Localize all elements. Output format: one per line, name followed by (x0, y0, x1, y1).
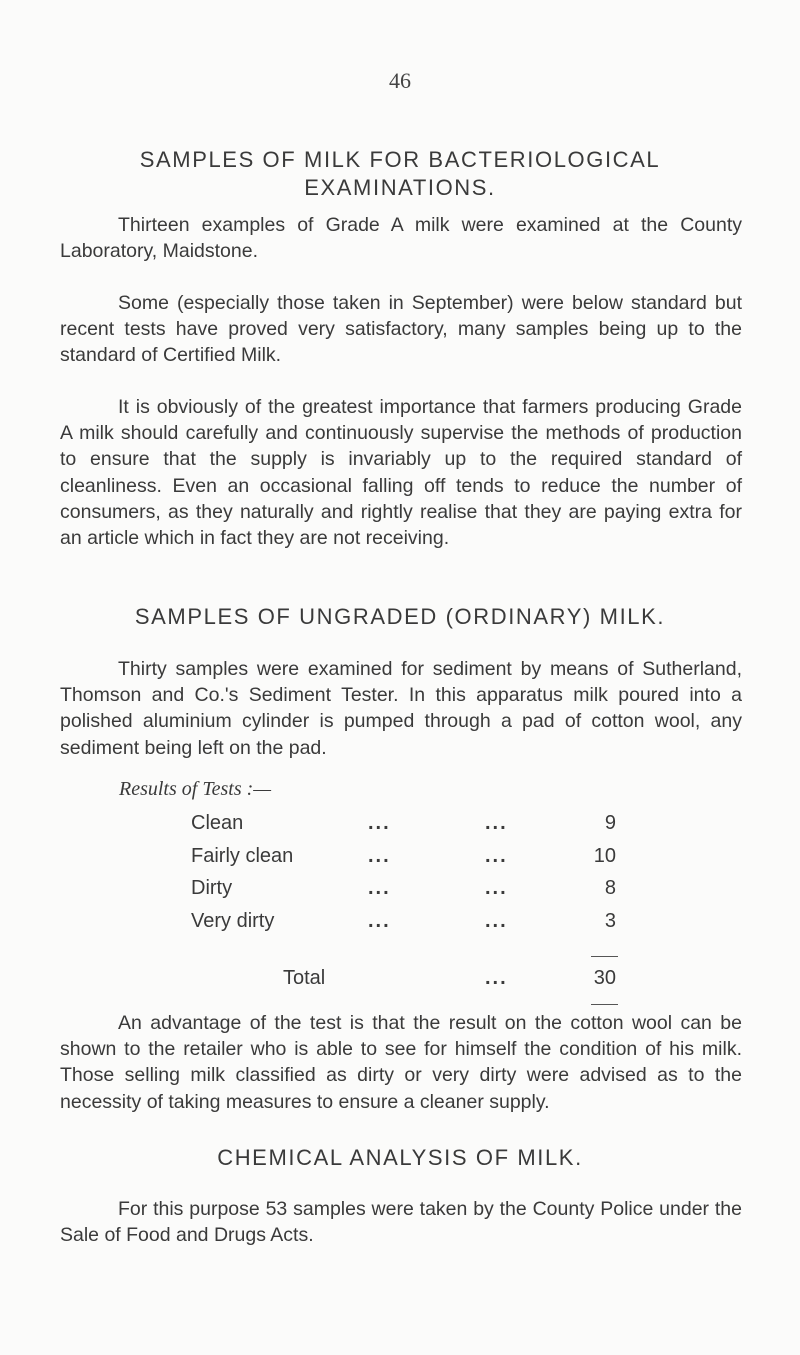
leader-dots: ... (485, 812, 508, 834)
leader-dots: ... (368, 910, 391, 932)
paragraph-advantage-of-test: An advantage of the test is that the result on the cotton wool can be shown to the retailer who is able to see for himself the condition of his milk. Those selling milk classified as dirty or very dirty were advised as to the necessity of taking measures to ensure a cleaner supply. (60, 1012, 742, 1113)
result-label: Very dirty (191, 910, 275, 932)
heading-line-2: EXAMINATIONS. (304, 175, 496, 200)
result-value: 9 (604, 812, 616, 834)
result-value: 3 (604, 910, 616, 932)
results-title: Results of Tests :— (119, 778, 272, 800)
total-rule-top (591, 956, 618, 957)
leader-dots: ... (485, 877, 508, 899)
result-value: 8 (604, 877, 616, 899)
results-row (0, 845, 800, 875)
results-total-row (0, 967, 800, 997)
total-label: Total (283, 967, 326, 989)
leader-dots: ... (485, 967, 508, 989)
leader-dots: ... (368, 812, 391, 834)
paragraph-county-police: For this purpose 53 samples were taken by the County Police under the Sale of Food and Drugs Acts. (60, 1198, 742, 1247)
results-row (0, 812, 800, 842)
page-number: 46 (389, 68, 411, 93)
paragraph-sediment-tester: Thirty samples were examined for sediment by means of Sutherland, Thomson and Co.'s Sediment Tester. In this apparatus milk poured into a polished aluminium cylinder is pumped through a pad of cotton wool, any sediment being left on the pad. (60, 658, 742, 759)
leader-dots: ... (485, 910, 508, 932)
section-heading-ungraded: SAMPLES OF UNGRADED (ORDINARY) MILK. (134, 604, 666, 629)
paragraph-farmers-importance: It is obviously of the greatest importance that farmers producing Grade A milk should carefully and continuously supervise the methods of production to ensure that the supply is invariably up to the required standard of cleanliness. Even an occasional falling off tends to reduce the number of consumers, as they naturally and rightly realise that they are paying extra for an article which in fact they are not receiving. (60, 396, 742, 550)
leader-dots: ... (485, 845, 508, 867)
result-label: Fairly clean (191, 845, 294, 867)
heading-line-1: SAMPLES OF MILK FOR BACTERIOLOGICAL (139, 147, 661, 172)
leader-dots: ... (368, 845, 391, 867)
total-value: 30 (593, 967, 616, 989)
results-row (0, 910, 800, 940)
paragraph-grade-a-examined: Thirteen examples of Grade A milk were examined at the County Laboratory, Maidstone. (60, 214, 742, 263)
total-rule-bottom (591, 1004, 618, 1005)
results-row (0, 877, 800, 907)
section-heading-chemical: CHEMICAL ANALYSIS OF MILK. (217, 1145, 583, 1170)
paragraph-september-samples: Some (especially those taken in September) were below standard but recent tests have proved very satisfactory, many samples being up to the standard of Certified Milk. (60, 292, 742, 367)
section-heading-bacteriological (60, 146, 740, 202)
leader-dots: ... (368, 877, 391, 899)
result-label: Dirty (191, 877, 233, 899)
result-value: 10 (593, 845, 616, 867)
result-label: Clean (191, 812, 244, 834)
